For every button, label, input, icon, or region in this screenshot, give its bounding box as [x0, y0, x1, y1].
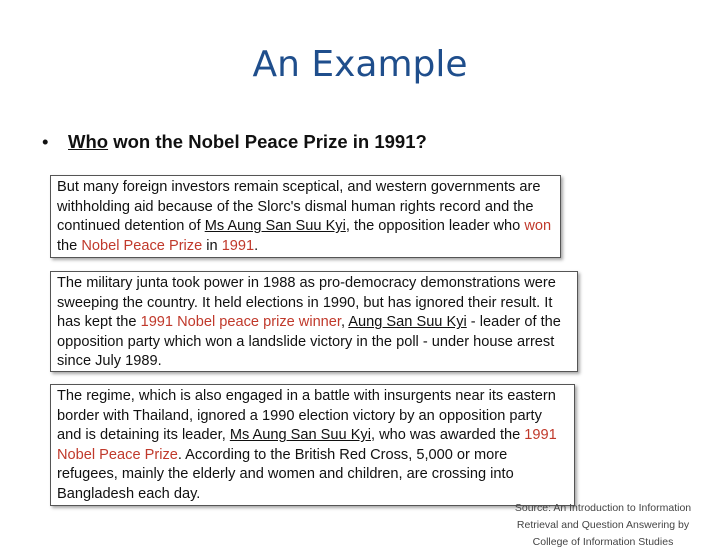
source-line-3: College of Information Studies [532, 536, 674, 548]
answer-highlight: won [524, 218, 552, 235]
passage-box-1 [50, 175, 561, 258]
entity-underline: Ms Aung San Suu Kyi [204, 218, 346, 235]
entity-underline: Ms Aung San Suu Kyi [229, 427, 371, 444]
passage-text: the [57, 237, 82, 254]
passage-text: in [202, 237, 222, 254]
slide-title: An Example [252, 44, 468, 85]
question-who: Who [68, 131, 109, 152]
bullet-marker: • [42, 131, 49, 152]
passage-text: , the opposition leader who [345, 218, 525, 235]
source-line-2: Retrieval and Question Answering by [516, 519, 690, 531]
passage-text: - leader of the opposition party which won a landslide victory in the poll - under house arrest since July 1989. [57, 314, 561, 370]
question-text: won the Nobel Peace Prize in 1991? [108, 131, 427, 152]
answer-highlight: 1991 [221, 237, 255, 254]
passage-text: , who was awarded the [370, 427, 525, 444]
source-line-1: Source: An Introduction to Information [514, 502, 692, 514]
answer-highlight: 1991 Nobel Peace Prize [57, 427, 557, 463]
source-citation [498, 500, 708, 551]
answer-highlight: Nobel Peace Prize [81, 237, 203, 254]
passage-text: . [254, 237, 259, 254]
passage-box-2 [50, 271, 578, 372]
passage-text: , [340, 314, 349, 331]
entity-underline: Aung San Suu Kyi [348, 314, 467, 331]
passage-text: . According to the British Red Cross, 5,000 or more refugees, mainly the elderly and women and children, are crossing into Bangladesh each day. [57, 446, 514, 502]
passage-text: But many foreign investors remain sceptical, and western governments are withholding aid because of the Slorc's dismal human rights record and the continued detention of [57, 179, 541, 235]
answer-highlight: 1991 Nobel peace prize winner [140, 314, 341, 331]
passage-text: The regime, which is also engaged in a battle with insurgents near its eastern border with Thailand, ignored a 1990 election victory by an opposition party and is detaining its leader, [57, 388, 556, 444]
passage-text: The military junta took power in 1988 as pro-democracy demonstrations were sweeping the country. It held elections in 1990, but has ignored their result. It has kept the [57, 275, 556, 331]
passage-box-3 [50, 384, 575, 506]
question [42, 131, 427, 153]
